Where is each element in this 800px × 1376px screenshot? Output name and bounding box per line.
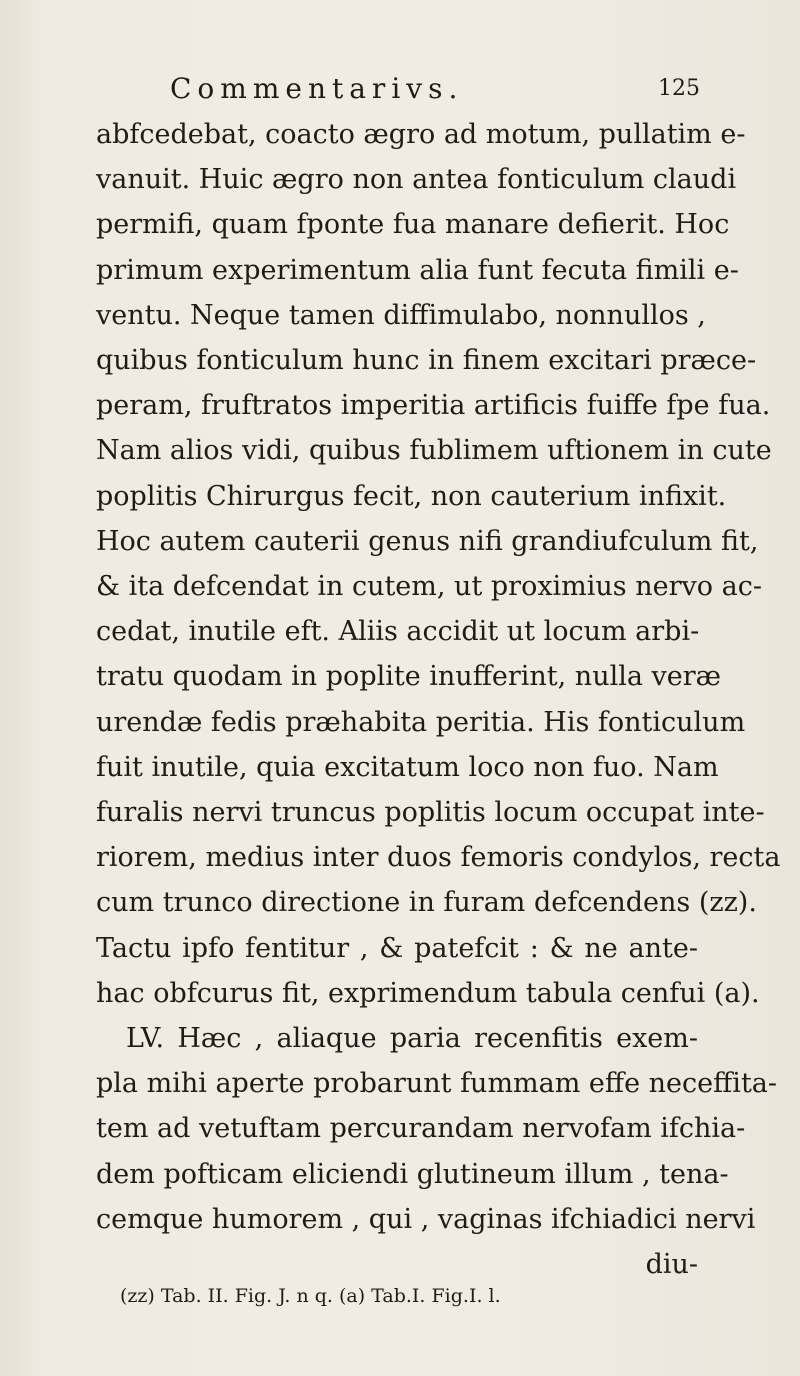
running-header	[170, 72, 700, 105]
text-line: furalis nervi truncus poplitis locum occupat inte-	[96, 797, 765, 829]
footnotes: (zz) Tab. II. Fig. J. n q. (a) Tab.I. Fig.I. l.	[120, 1285, 501, 1307]
catchword: diu-	[645, 1249, 698, 1281]
text-line: abfcedebat, coacto ægro ad motum, pullatim e-	[96, 119, 746, 150]
text-line: Tactu ipfo fentitur , & patefcit : & ne ante-	[96, 932, 698, 964]
text-line: pla mihi aperte probarunt fummam effe neceffita-	[96, 1068, 778, 1100]
text-line: primum experimentum alia funt fecuta fimili e-	[96, 254, 739, 286]
running-title: Commentarivs.	[170, 72, 464, 105]
text-line: poplitis Chirurgus fecit, non cauterium infixit.	[96, 480, 727, 512]
text-line: vanuit. Huic ægro non antea fonticulum claudi	[96, 164, 737, 196]
text-line: fuit inutile, quia excitatum loco non fuo. Nam	[96, 751, 719, 783]
text-line: & ita defcendat in cutem, ut proximius nervo ac-	[96, 571, 762, 603]
page-number: 125	[658, 76, 700, 101]
text-line: Hoc autem cauterii genus nifi grandiufculum fit,	[96, 525, 759, 557]
text-line: cemque humorem , qui , vaginas ifchiadici nervi	[96, 1203, 756, 1235]
text-line: cedat, inutile eft. Aliis accidit ut locum arbi-	[96, 616, 700, 648]
body-text	[96, 112, 781, 1287]
text-line: peram, fruftratos imperitia artificis fuiffe fpe fua.	[96, 390, 771, 422]
text-line: tratu quodam in poplite inufferint, nulla veræ	[96, 661, 722, 693]
text-line: permifi, quam fponte fua manare defierit. Hoc	[96, 209, 730, 241]
text-line: urendæ fedis præhabita peritia. His fonticulum	[96, 706, 746, 738]
text-line: Nam alios vidi, quibus fublimem uftionem in cute	[96, 435, 772, 467]
text-line: quibus fonticulum hunc in finem excitari præce-	[96, 345, 757, 377]
text-line: cum trunco directione in furam defcendens (zz).	[96, 887, 757, 919]
text-line: riorem, medius inter duos femoris condylos, recta	[96, 842, 781, 874]
text-line: tem ad vetuftam percurandam nervofam ifchia-	[96, 1113, 746, 1145]
text-line: ventu. Neque tamen diffimulabo, nonnullos ,	[96, 299, 706, 331]
text-line: hac obfcurus fit, exprimendum tabula cenfui (a).	[96, 977, 760, 1009]
text-line: LV. Hæc , aliaque paria recenfitis exem-	[126, 1023, 698, 1055]
text-line: dem pofticam eliciendi glutineum illum , tena-	[96, 1158, 729, 1190]
